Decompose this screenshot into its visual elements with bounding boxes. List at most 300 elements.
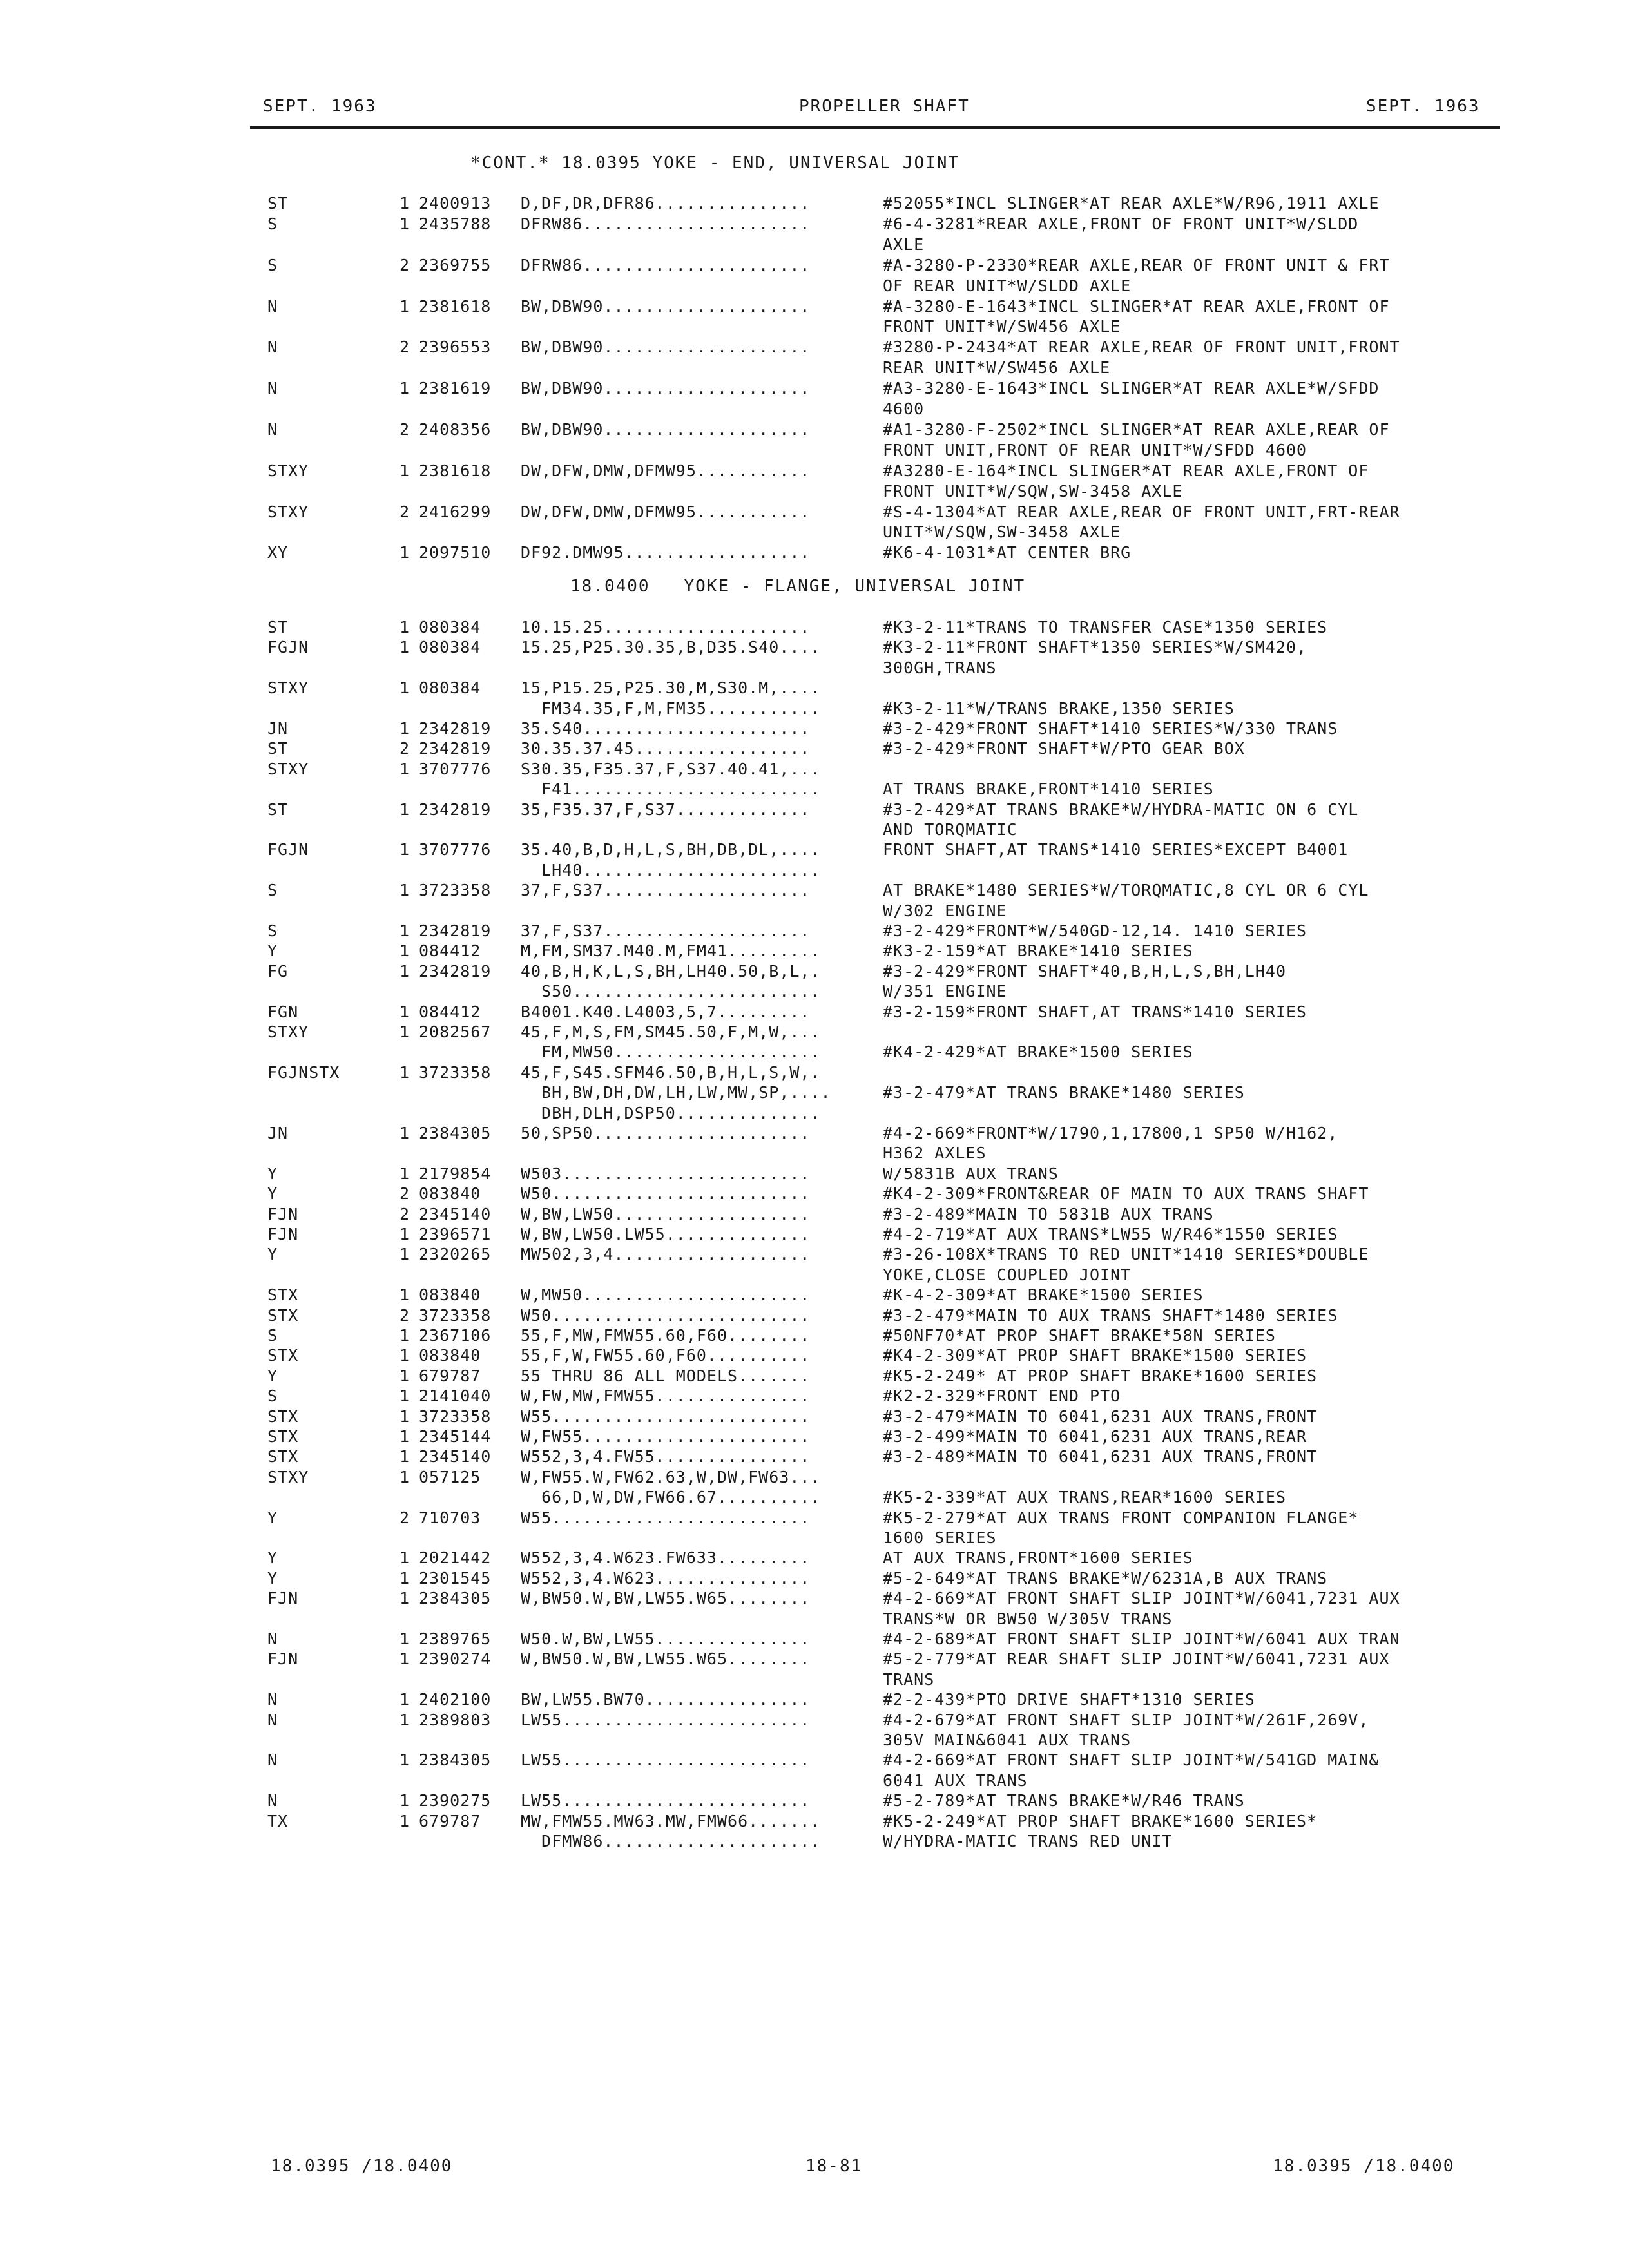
table-row <box>0 1002 1629 1023</box>
cell-desc: 4600 <box>883 399 925 418</box>
table-row <box>0 276 1629 296</box>
table-row <box>0 1730 1629 1751</box>
table-row <box>0 1689 1629 1710</box>
table-row <box>0 901 1629 921</box>
cell-desc: #6-4-3281*REAR AXLE,FRONT OF FRONT UNIT*W/SLDD <box>883 215 1359 233</box>
cell-part: 080384 <box>419 618 481 637</box>
cell-part: 2390275 <box>419 1791 492 1810</box>
table-row <box>0 1446 1629 1467</box>
cell-code: S <box>267 215 278 233</box>
cell-mod: 35.40,B,D,H,L,S,BH,DB,DL,.... <box>521 840 821 859</box>
table-row <box>0 678 1629 698</box>
cell-desc: AT BRAKE*1480 SERIES*W/TORQMATIC,8 CYL OR 6 CYL <box>883 881 1369 899</box>
cell-desc: W/HYDRA-MATIC TRANS RED UNIT <box>883 1832 1173 1850</box>
cell-qty: 1 <box>400 1245 410 1264</box>
cell-qty: 2 <box>400 256 410 274</box>
cell-qty: 1 <box>400 1751 410 1769</box>
cell-part: 2345140 <box>419 1205 492 1224</box>
cell-qty: 1 <box>400 1285 410 1304</box>
cell-qty: 2 <box>400 503 410 521</box>
cell-qty: 1 <box>400 800 410 819</box>
cell-part: 3707776 <box>419 760 492 778</box>
cell-qty: 1 <box>400 941 410 960</box>
table-row <box>0 337 1629 358</box>
cell-qty: 1 <box>400 719 410 738</box>
cell-mod: DFRW86...................... <box>521 256 811 274</box>
table-row <box>0 1791 1629 1811</box>
cell-desc: #4-2-719*AT AUX TRANS*LW55 W/R46*1550 SERIES <box>883 1225 1338 1244</box>
cell-part: 2367106 <box>419 1326 492 1345</box>
cell-desc: #K4-2-429*AT BRAKE*1500 SERIES <box>883 1043 1193 1061</box>
cell-mod: W,BW,LW50................... <box>521 1205 811 1224</box>
cell-part: 2179854 <box>419 1164 492 1183</box>
table-row <box>0 461 1629 481</box>
cell-desc: FRONT UNIT*W/SQW,SW-3458 AXLE <box>883 482 1183 501</box>
cell-desc: 305V MAIN&6041 AUX TRANS <box>883 1731 1132 1749</box>
cell-desc: #K4-2-309*FRONT&REAR OF MAIN TO AUX TRANS SHAFT <box>883 1184 1369 1203</box>
cell-desc: 300GH,TRANS <box>883 658 997 677</box>
table-row <box>0 1204 1629 1225</box>
cell-mod: W,BW50.W,BW,LW55.W65........ <box>521 1649 811 1668</box>
cell-code: FJN <box>267 1649 299 1668</box>
cell-desc: #4-2-689*AT FRONT SHAFT SLIP JOINT*W/6041 AUX TRAN <box>883 1629 1400 1648</box>
cell-code: FGJN <box>267 840 309 859</box>
cell-qty: 1 <box>400 638 410 657</box>
cell-mod: 15.25,P25.30.35,B,D35.S40.... <box>521 638 821 657</box>
cell-code: XY <box>267 543 289 562</box>
table-row <box>0 316 1629 337</box>
cell-part: 083840 <box>419 1285 481 1304</box>
cell-qty: 1 <box>400 461 410 480</box>
cell-code: N <box>267 379 278 398</box>
cell-desc: AND TORQMATIC <box>883 820 1017 839</box>
cell-mod: BW,LW55.BW70................ <box>521 1690 811 1709</box>
cell-qty: 1 <box>400 1407 410 1426</box>
table-row <box>0 214 1629 235</box>
table-row <box>0 1771 1629 1791</box>
cell-qty: 1 <box>400 379 410 398</box>
header-right: SEPT. 1963 <box>1366 97 1480 116</box>
table-row <box>0 981 1629 1002</box>
table-row <box>0 617 1629 638</box>
cell-desc: #K2-2-329*FRONT END PTO <box>883 1387 1121 1405</box>
cell-part: 2381619 <box>419 379 492 398</box>
table-row <box>0 543 1629 563</box>
cell-desc: #3-2-479*AT TRANS BRAKE*1480 SERIES <box>883 1083 1245 1102</box>
cell-code: FGN <box>267 1003 299 1021</box>
cell-mod: W,MW50...................... <box>521 1285 811 1304</box>
cell-part: 2342819 <box>419 921 492 940</box>
header-left: SEPT. 1963 <box>263 97 377 116</box>
table-row <box>0 759 1629 780</box>
table-row <box>0 860 1629 881</box>
cell-desc: FRONT UNIT,FRONT OF REAR UNIT*W/SFDD 4600 <box>883 441 1307 459</box>
cell-qty: 1 <box>400 1629 410 1648</box>
cell-desc: #A-3280-P-2330*REAR AXLE,REAR OF FRONT UNIT & FRT <box>883 256 1390 274</box>
table-row <box>0 1366 1629 1387</box>
cell-mod: W,BW50.W,BW,LW55.W65........ <box>521 1589 811 1608</box>
cell-desc: 6041 AUX TRANS <box>883 1771 1028 1790</box>
cell-desc: #3-2-429*FRONT SHAFT*W/PTO GEAR BOX <box>883 739 1245 758</box>
cell-desc: #3-2-479*MAIN TO 6041,6231 AUX TRANS,FRONT <box>883 1407 1318 1426</box>
cell-desc: #3-2-159*FRONT SHAFT,AT TRANS*1410 SERIES <box>883 1003 1307 1021</box>
cell-desc: 1600 SERIES <box>883 1528 997 1547</box>
cell-mod: W55......................... <box>521 1407 811 1426</box>
cell-code: N <box>267 1751 278 1769</box>
cell-mod: LH40....................... <box>521 861 821 879</box>
cell-code: JN <box>267 719 289 738</box>
cell-code: TX <box>267 1812 289 1831</box>
cell-code: ST <box>267 800 289 819</box>
table-row <box>0 1487 1629 1508</box>
footer-right: 18.0395 /18.0400 <box>1273 2157 1455 2176</box>
cell-qty: 1 <box>400 1023 410 1041</box>
cell-qty: 2 <box>400 1205 410 1224</box>
table-row <box>0 1042 1629 1062</box>
cell-desc: #3-2-429*FRONT SHAFT*1410 SERIES*W/330 TRANS <box>883 719 1338 738</box>
cell-desc: #50NF70*AT PROP SHAFT BRAKE*58N SERIES <box>883 1326 1276 1345</box>
cell-desc: #3-2-429*FRONT*W/540GD-12,14. 1410 SERIES <box>883 921 1307 940</box>
cell-part: 057125 <box>419 1468 481 1486</box>
cell-mod: DBH,DLH,DSP50.............. <box>521 1104 821 1122</box>
cell-code: Y <box>267 941 278 960</box>
cell-mod: 15,P15.25,P25.30,M,S30.M,.... <box>521 678 821 697</box>
cell-mod: LW55........................ <box>521 1751 811 1769</box>
table-row <box>0 296 1629 317</box>
cell-mod: 35,F35.37,F,S37............. <box>521 800 811 819</box>
cell-code: STX <box>267 1447 299 1466</box>
cell-mod: 30.35.37.45................. <box>521 739 811 758</box>
cell-mod: DW,DFW,DMW,DFMW95........... <box>521 503 811 521</box>
cell-qty: 1 <box>400 215 410 233</box>
cell-part: 2389765 <box>419 1629 492 1648</box>
table-row <box>0 1669 1629 1690</box>
cell-mod: 35.S40...................... <box>521 719 811 738</box>
cell-qty: 1 <box>400 1812 410 1831</box>
cell-desc: AT AUX TRANS,FRONT*1600 SERIES <box>883 1548 1193 1567</box>
cell-part: 2381618 <box>419 297 492 316</box>
table-row <box>0 1467 1629 1488</box>
table-row <box>0 1568 1629 1589</box>
table-row <box>0 1427 1629 1447</box>
table-row <box>0 941 1629 961</box>
cell-code: Y <box>267 1548 278 1567</box>
cell-mod: W50......................... <box>521 1184 811 1203</box>
cell-code: N <box>267 1791 278 1810</box>
table-row <box>0 358 1629 378</box>
cell-qty: 2 <box>400 338 410 356</box>
cell-mod: BW,DBW90.................... <box>521 379 811 398</box>
cell-qty: 1 <box>400 1569 410 1588</box>
section-title: 18.0400 YOKE - FLANGE, UNIVERSAL JOINT <box>570 577 1026 596</box>
cell-desc: #4-2-669*AT FRONT SHAFT SLIP JOINT*W/6041,7231 AUX <box>883 1589 1400 1608</box>
cell-qty: 1 <box>400 1164 410 1183</box>
table-row <box>0 1305 1629 1326</box>
cell-desc: #3-2-489*MAIN TO 6041,6231 AUX TRANS,FRONT <box>883 1447 1318 1466</box>
cell-mod: 55,F,W,FW55.60,F60.......... <box>521 1346 811 1365</box>
cell-desc: W/302 ENGINE <box>883 901 1007 920</box>
cell-desc: #2-2-439*PTO DRIVE SHAFT*1310 SERIES <box>883 1690 1255 1709</box>
table-row <box>0 1548 1629 1568</box>
cell-part: 2396571 <box>419 1225 492 1244</box>
table-row <box>0 1407 1629 1427</box>
cell-code: N <box>267 1629 278 1648</box>
table-row <box>0 961 1629 982</box>
cell-desc: TRANS*W OR BW50 W/305V TRANS <box>883 1610 1173 1628</box>
cell-part: 3723358 <box>419 1306 492 1325</box>
cell-mod: FM34.35,F,M,FM35........... <box>521 699 821 718</box>
table-row <box>0 1184 1629 1204</box>
cell-desc: #K5-2-249* AT PROP SHAFT BRAKE*1600 SERIES <box>883 1367 1318 1385</box>
cell-part: 080384 <box>419 638 481 657</box>
cell-code: Y <box>267 1184 278 1203</box>
table-row <box>0 921 1629 941</box>
cell-qty: 2 <box>400 739 410 758</box>
cell-part: 3723358 <box>419 881 492 899</box>
cell-desc: UNIT*W/SQW,SW-3458 AXLE <box>883 523 1121 541</box>
cell-code: Y <box>267 1367 278 1385</box>
cell-desc: H362 AXLES <box>883 1144 987 1162</box>
cell-desc: FRONT UNIT*W/SW456 AXLE <box>883 317 1121 336</box>
cell-part: 679787 <box>419 1367 481 1385</box>
cell-mod: D,DF,DR,DFR86............... <box>521 194 811 213</box>
cell-part: 2345144 <box>419 1427 492 1446</box>
cell-part: 2141040 <box>419 1387 492 1405</box>
cell-mod: W50.W,BW,LW55............... <box>521 1629 811 1648</box>
cell-code: STXY <box>267 760 309 778</box>
cell-part: 2381618 <box>419 461 492 480</box>
table-row <box>0 1022 1629 1043</box>
cell-part: 2301545 <box>419 1569 492 1588</box>
cell-desc: #3-2-429*FRONT SHAFT*40,B,H,L,S,BH,LH40 <box>883 962 1286 981</box>
table-row <box>0 820 1629 840</box>
cell-desc: W/351 ENGINE <box>883 982 1007 1001</box>
table-row <box>0 1244 1629 1265</box>
cell-mod: B4001.K40.L4003,5,7......... <box>521 1003 811 1021</box>
cell-part: 710703 <box>419 1508 481 1527</box>
cell-desc: #K3-2-159*AT BRAKE*1410 SERIES <box>883 941 1193 960</box>
cell-desc: #3-2-499*MAIN TO 6041,6231 AUX TRANS,REAR <box>883 1427 1307 1446</box>
table-row <box>0 235 1629 255</box>
cell-qty: 1 <box>400 1447 410 1466</box>
table-row <box>0 698 1629 719</box>
cell-code: S <box>267 256 278 274</box>
table-row <box>0 440 1629 461</box>
cell-desc: #K3-2-11*FRONT SHAFT*1350 SERIES*W/SM420, <box>883 638 1307 657</box>
table-row <box>0 1811 1629 1832</box>
cell-code: FGJNSTX <box>267 1063 340 1082</box>
cell-mod: W,BW,LW50.LW55.............. <box>521 1225 811 1244</box>
cell-desc: #5-2-789*AT TRANS BRAKE*W/R46 TRANS <box>883 1791 1245 1810</box>
cell-part: 2384305 <box>419 1589 492 1608</box>
cell-code: ST <box>267 194 289 213</box>
cell-code: STX <box>267 1285 299 1304</box>
cell-part: 080384 <box>419 678 481 697</box>
table-row <box>0 1508 1629 1528</box>
cell-qty: 1 <box>400 297 410 316</box>
table-row <box>0 800 1629 820</box>
table-row <box>0 1265 1629 1285</box>
cell-part: 3723358 <box>419 1407 492 1426</box>
cell-mod: M,FM,SM37.M40.M,FM41......... <box>521 941 821 960</box>
cell-qty: 1 <box>400 1326 410 1345</box>
cell-qty: 1 <box>400 1468 410 1486</box>
cell-mod: LW55........................ <box>521 1711 811 1729</box>
table-row <box>0 1123 1629 1144</box>
cell-mod: FM,MW50.................... <box>521 1043 821 1061</box>
cell-desc: #K4-2-309*AT PROP SHAFT BRAKE*1500 SERIES <box>883 1346 1307 1365</box>
cell-qty: 1 <box>400 543 410 562</box>
table-row <box>0 840 1629 860</box>
cell-qty: 2 <box>400 420 410 439</box>
cell-desc: W/5831B AUX TRANS <box>883 1164 1059 1183</box>
section-title: *CONT.* 18.0395 YOKE - END, UNIVERSAL JOINT <box>470 153 960 173</box>
cell-code: STX <box>267 1407 299 1426</box>
cell-mod: 50,SP50..................... <box>521 1124 811 1142</box>
table-row <box>0 1164 1629 1184</box>
cell-code: FG <box>267 962 289 981</box>
cell-desc: #A1-3280-F-2502*INCL SLINGER*AT REAR AXLE,REAR OF <box>883 420 1390 439</box>
cell-part: 2390274 <box>419 1649 492 1668</box>
cell-desc: #3280-P-2434*AT REAR AXLE,REAR OF FRONT UNIT,FRONT <box>883 338 1400 356</box>
cell-qty: 2 <box>400 1306 410 1325</box>
cell-mod: 37,F,S37.................... <box>521 881 811 899</box>
cell-mod: S50........................ <box>521 982 821 1001</box>
cell-desc: #5-2-649*AT TRANS BRAKE*W/6231A,B AUX TRANS <box>883 1569 1328 1588</box>
cell-part: 2400913 <box>419 194 492 213</box>
cell-mod: 45,F,S45.SFM46.50,B,H,L,S,W,. <box>521 1063 821 1082</box>
cell-code: N <box>267 297 278 316</box>
table-row <box>0 1528 1629 1548</box>
table-row <box>0 1325 1629 1346</box>
cell-mod: MW502,3,4................... <box>521 1245 811 1264</box>
cell-mod: LW55........................ <box>521 1791 811 1810</box>
cell-part: 2345140 <box>419 1447 492 1466</box>
cell-part: 2320265 <box>419 1245 492 1264</box>
cell-mod: 55 THRU 86 ALL MODELS....... <box>521 1367 811 1385</box>
cell-mod: DW,DFW,DMW,DFMW95........... <box>521 461 811 480</box>
cell-desc: #5-2-779*AT REAR SHAFT SLIP JOINT*W/6041,7231 AUX <box>883 1649 1390 1668</box>
cell-mod: MW,FMW55.MW63.MW,FMW66....... <box>521 1812 821 1831</box>
cell-qty: 1 <box>400 1649 410 1668</box>
cell-desc: #3-2-429*AT TRANS BRAKE*W/HYDRA-MATIC ON 6 CYL <box>883 800 1359 819</box>
cell-qty: 2 <box>400 1508 410 1527</box>
cell-desc: #K5-2-279*AT AUX TRANS FRONT COMPANION FLANGE* <box>883 1508 1359 1527</box>
cell-mod: W50......................... <box>521 1306 811 1325</box>
cell-desc: #K3-2-11*W/TRANS BRAKE,1350 SERIES <box>883 699 1235 718</box>
table-row <box>0 399 1629 419</box>
cell-qty: 1 <box>400 1791 410 1810</box>
cell-part: 2396553 <box>419 338 492 356</box>
cell-part: 2416299 <box>419 503 492 521</box>
cell-part: 2389803 <box>419 1711 492 1729</box>
table-row <box>0 502 1629 523</box>
cell-qty: 1 <box>400 1427 410 1446</box>
cell-qty: 1 <box>400 1711 410 1729</box>
cell-code: N <box>267 1711 278 1729</box>
cell-qty: 1 <box>400 1124 410 1142</box>
cell-desc: #A3280-E-164*INCL SLINGER*AT REAR AXLE,FRONT OF <box>883 461 1369 480</box>
cell-mod: W,FW55...................... <box>521 1427 811 1446</box>
table-row <box>0 1831 1629 1852</box>
table-row <box>0 738 1629 759</box>
cell-code: Y <box>267 1508 278 1527</box>
cell-desc: #K6-4-1031*AT CENTER BRG <box>883 543 1132 562</box>
cell-desc: #3-2-479*MAIN TO AUX TRANS SHAFT*1480 SERIES <box>883 1306 1338 1325</box>
cell-part: 084412 <box>419 941 481 960</box>
cell-qty: 1 <box>400 1367 410 1385</box>
cell-code: JN <box>267 1124 289 1142</box>
cell-mod: S30.35,F35.37,F,S37.40.41,... <box>521 760 821 778</box>
cell-part: 2021442 <box>419 1548 492 1567</box>
cell-qty: 1 <box>400 1690 410 1709</box>
cell-desc: AXLE <box>883 235 925 254</box>
cell-qty: 1 <box>400 618 410 637</box>
table-row <box>0 1750 1629 1771</box>
cell-code: S <box>267 881 278 899</box>
cell-part: 084412 <box>419 1003 481 1021</box>
cell-code: STXY <box>267 678 309 697</box>
cell-mod: W552,3,4.W623.FW633......... <box>521 1548 811 1567</box>
cell-qty: 1 <box>400 1589 410 1608</box>
cell-desc: #4-2-669*FRONT*W/1790,1,17800,1 SP50 W/H162, <box>883 1124 1338 1142</box>
cell-part: 3707776 <box>419 840 492 859</box>
cell-code: Y <box>267 1569 278 1588</box>
table-row <box>0 1143 1629 1164</box>
table-row <box>0 378 1629 399</box>
header-center: PROPELLER SHAFT <box>799 97 970 116</box>
cell-desc: #A3-3280-E-1643*INCL SLINGER*AT REAR AXLE*W/SFDD <box>883 379 1380 398</box>
cell-code: S <box>267 1387 278 1405</box>
cell-code: STXY <box>267 503 309 521</box>
cell-code: FJN <box>267 1205 299 1224</box>
cell-desc: FRONT SHAFT,AT TRANS*1410 SERIES*EXCEPT B4001 <box>883 840 1349 859</box>
table-row <box>0 1285 1629 1305</box>
footer-left: 18.0395 /18.0400 <box>271 2157 453 2176</box>
cell-code: ST <box>267 618 289 637</box>
table-row <box>0 522 1629 543</box>
cell-qty: 1 <box>400 194 410 213</box>
cell-desc: #52055*INCL SLINGER*AT REAR AXLE*W/R96,1911 AXLE <box>883 194 1380 213</box>
header-rule <box>250 126 1500 129</box>
cell-desc: #K5-2-249*AT PROP SHAFT BRAKE*1600 SERIES* <box>883 1812 1318 1831</box>
cell-part: 2384305 <box>419 1124 492 1142</box>
table-row <box>0 1588 1629 1609</box>
cell-desc: OF REAR UNIT*W/SLDD AXLE <box>883 276 1132 295</box>
cell-qty: 1 <box>400 760 410 778</box>
table-row <box>0 1386 1629 1407</box>
cell-mod: 66,D,W,DW,FW66.67.......... <box>521 1488 821 1506</box>
table-row <box>0 1609 1629 1629</box>
cell-qty: 1 <box>400 678 410 697</box>
table-row <box>0 255 1629 276</box>
cell-part: 2435788 <box>419 215 492 233</box>
cell-desc: #S-4-1304*AT REAR AXLE,REAR OF FRONT UNIT,FRT-REAR <box>883 503 1400 521</box>
cell-mod: 45,F,M,S,FM,SM45.50,F,M,W,... <box>521 1023 821 1041</box>
cell-part: 2342819 <box>419 962 492 981</box>
table-row <box>0 1082 1629 1103</box>
table-row <box>0 1103 1629 1124</box>
cell-mod: BH,BW,DH,DW,LH,LW,MW,SP,.... <box>521 1083 831 1102</box>
cell-mod: 55,F,MW,FMW55.60,F60........ <box>521 1326 811 1345</box>
table-row <box>0 1062 1629 1083</box>
cell-desc: YOKE,CLOSE COUPLED JOINT <box>883 1265 1132 1284</box>
table-row <box>0 1710 1629 1731</box>
cell-mod: BW,DBW90.................... <box>521 297 811 316</box>
cell-desc: #K5-2-339*AT AUX TRANS,REAR*1600 SERIES <box>883 1488 1286 1506</box>
cell-desc: AT TRANS BRAKE,FRONT*1410 SERIES <box>883 780 1214 798</box>
cell-mod: F41........................ <box>521 780 821 798</box>
